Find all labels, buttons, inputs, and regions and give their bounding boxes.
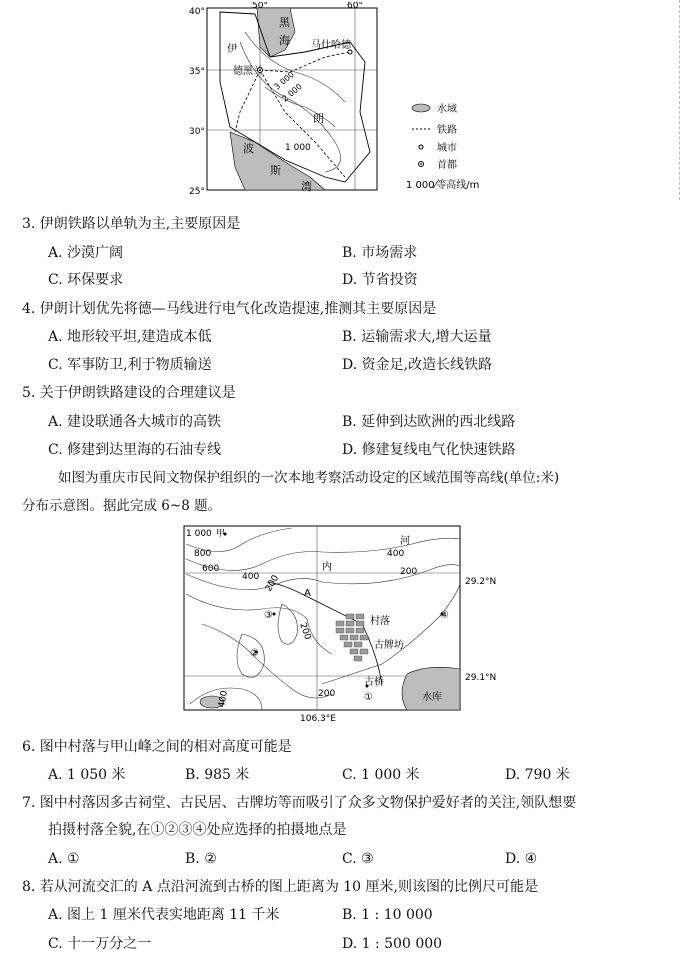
place-label: 3 000 — [272, 69, 296, 92]
place-label: 伊 — [227, 44, 237, 55]
lat-label: 40° — [189, 7, 205, 17]
option: A. 1 050 米 — [48, 767, 126, 783]
option: D. 节省投资 — [342, 272, 418, 288]
option: B. 市场需求 — [342, 245, 418, 261]
place-label: 水库 — [422, 692, 442, 703]
contour-label: 400 — [242, 572, 260, 582]
contour-label: 600 — [202, 564, 220, 574]
place-label: 甲 — [216, 529, 226, 539]
option: A. 沙漠广阔 — [48, 245, 124, 261]
place-label: 2 000 — [280, 81, 304, 104]
lat-label: 25° — [189, 187, 205, 197]
option: A. 地形较平坦,建造成本低 — [48, 329, 212, 345]
contour-label: 800 — [194, 549, 212, 559]
lat-label: 29.1°N — [465, 673, 497, 683]
place-label: 古牌坊 — [374, 640, 404, 651]
place-label: 朗 — [313, 112, 324, 125]
option: C. 修建到达里海的石油专线 — [48, 442, 222, 458]
option: B. 1 : 10 000 — [342, 907, 433, 923]
question-stem: 7. 图中村落因多古祠堂、古民居、古牌坊等而吸引了众多文物保护爱好者的关注,领队想要 — [22, 795, 577, 811]
contour-label: 200 — [263, 573, 282, 594]
option: C. 军事防卫,利于物质输送 — [48, 357, 212, 373]
place-label: 海 — [279, 34, 290, 47]
river-label: 内 — [322, 562, 332, 573]
option: C. 1 000 米 — [342, 767, 420, 783]
option: A. 图上 1 厘米代表实地距离 11 千米 — [48, 907, 280, 923]
question-stem: 8. 若从河流交汇的 A 点沿河流到古桥的图上距离为 10 厘米,则该图的比例尺可能是 — [22, 879, 538, 895]
option: D. 资金足,改造长线铁路 — [342, 357, 493, 373]
contour-map — [182, 524, 502, 724]
iran-map — [185, 2, 655, 202]
option: C. 环保要求 — [48, 272, 124, 288]
option: B. 延伸到达欧洲的西北线路 — [342, 414, 516, 430]
point-label: ② — [250, 648, 259, 659]
place-label: 村落 — [370, 616, 390, 627]
place-label: 斯 — [270, 164, 281, 177]
point-label: ④ — [440, 610, 449, 621]
contour-label: 200 — [400, 567, 418, 577]
lat-label: 30° — [189, 127, 205, 137]
page-edge-marks — [679, 0, 690, 200]
legend-water-symbol — [412, 104, 430, 112]
place-label: 波 — [243, 142, 254, 155]
place-label: 古桥 — [364, 677, 384, 688]
question-stem: 3. 伊朗铁路以单轨为主,主要原因是 — [22, 216, 241, 232]
lon-label: 50° — [252, 2, 268, 11]
option: D. 790 米 — [505, 767, 570, 783]
intro-line-1: 如图为重庆市民间文物保护组织的一次本地考察活动设定的区域范围等高线(单位:米) — [58, 470, 560, 486]
legend-label: 首都 — [437, 160, 457, 171]
legend-label: 水域 — [437, 104, 457, 115]
option: A. ① — [48, 851, 80, 867]
point-label: ③ — [264, 610, 273, 621]
question-stem: 5. 关于伊朗铁路建设的合理建议是 — [22, 385, 236, 401]
option: D. 修建复线电气化快速铁路 — [342, 442, 516, 458]
intro-line-2: 分布示意图。据此完成 6~8 题。 — [22, 498, 222, 514]
lat-label: 35° — [189, 67, 205, 77]
question-stem: 4. 伊朗计划优先将德—马线进行电气化改造提速,推测其主要原因是 — [22, 301, 437, 317]
place-label: 德黑兰 — [233, 66, 263, 77]
option: C. 十一万分之一 — [48, 936, 152, 952]
option: B. 985 米 — [185, 767, 250, 783]
lat-label: 29.2°N — [465, 577, 497, 587]
point-label: A — [304, 588, 311, 599]
place-label: 湾 — [301, 180, 312, 193]
contour-label: 200 — [297, 621, 313, 642]
option: B. ② — [185, 851, 217, 867]
legend-label: 铁路 — [437, 125, 457, 136]
question-stem-cont: 拍摄村落全貌,在①②③④处应选择的拍摄地点是 — [48, 822, 347, 838]
contour-label: 400 — [387, 549, 405, 559]
legend-label: 1 000⁄等高线/m — [406, 180, 480, 191]
lon-label: 60° — [347, 2, 363, 11]
legend-label: 城市 — [437, 143, 457, 154]
contour-label: 400 — [217, 689, 230, 709]
place-label: 马什哈德 — [311, 40, 351, 51]
lon-label: 106.3°E — [300, 714, 336, 724]
contour-label: 1 000 — [186, 529, 212, 539]
option: D. 1 : 500 000 — [342, 936, 443, 952]
point-label: ① — [364, 692, 373, 703]
place-label: 黑 — [279, 16, 290, 29]
option: B. 运输需求大,增大运量 — [342, 329, 492, 345]
place-label: 1 000 — [285, 143, 311, 153]
option: A. 建设联通各大城市的高铁 — [48, 414, 222, 430]
contour-label: 200 — [318, 689, 336, 699]
option: D. ④ — [505, 851, 538, 867]
question-stem: 6. 图中村落与甲山峰之间的相对高度可能是 — [22, 739, 292, 755]
legend-city-symbol — [419, 145, 423, 149]
option: C. ③ — [342, 851, 374, 867]
river-label: 河 — [400, 536, 410, 547]
